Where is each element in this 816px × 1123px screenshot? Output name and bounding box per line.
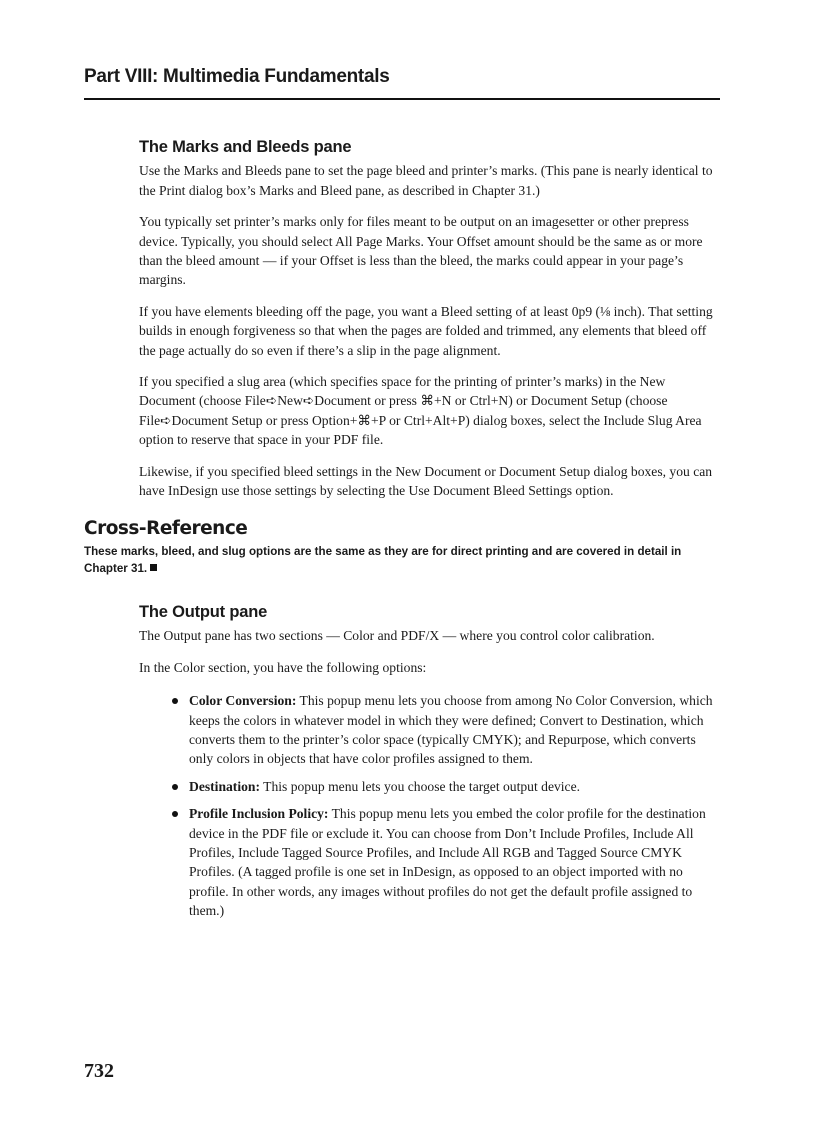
color-options-list xyxy=(139,691,721,920)
page-number: 732 xyxy=(84,1060,114,1082)
marks-paragraph-2: You typically set printer’s marks only for files meant to be output on an imagesetter or other prepress device. Typically, you should select All Page Marks. Your Offset amount should be the same as or more than the bleed amount — if your Offset is less than the bleed, the marks could appear in your page’s margins. xyxy=(139,214,703,288)
bullet-icon xyxy=(172,698,178,704)
list-item-term: Profile Inclusion Policy: xyxy=(189,806,329,822)
end-square-icon xyxy=(150,564,157,571)
bullet-icon xyxy=(172,811,178,817)
output-pane-heading: The Output pane xyxy=(139,602,268,621)
output-paragraph-2: In the Color section, you have the following options: xyxy=(139,659,427,675)
list-item-text: This popup menu lets you choose from among No Color Conversion, which keeps the colors in whatever model in which they were defined; Convert to Destination, which converts them to the printer’s color space (typically CMYK); and Repurpose, which converts only colors in objects that have color profiles assigned to them. xyxy=(189,693,713,767)
list-item-text: This popup menu lets you choose the target output device. xyxy=(260,778,581,794)
cross-reference-body: These marks, bleed, and slug options are the same as they are for direct printing and are covered in detail in Chapter 31. xyxy=(84,544,682,575)
cross-reference-box xyxy=(84,519,724,577)
page-body xyxy=(84,138,721,929)
list-item-text: This popup menu lets you embed the color profile for the destination device in the PDF file or exclude it. You can choose from Don’t Include Profiles, Include All Profiles, Include Tagged Source Profiles, and Include All RGB and Tagged Source CMYK Profiles. (A tagged profile is one set in InDesign, as opposed to an object imported with no profile. In other words, any images without profiles do not get the default profile assigned to them.) xyxy=(189,806,706,919)
marks-paragraph-4: If you specified a slug area (which specifies space for the printing of printer’s marks) in the New Document (choose File➪New➪Document or press ⌘+N or Ctrl+N) or Document Setup (choose File➪Document Setup or press Option+⌘+P or Ctrl+Alt+P) dialog boxes, select the Include Slug Area option to reserve that space in your PDF file. xyxy=(139,374,702,448)
marks-paragraph-5: Likewise, if you specified bleed settings in the New Document or Document Setup dialog boxes, you can have InDesign use those settings by selecting the Use Document Bleed Settings option. xyxy=(139,463,713,499)
list-item-term: Destination: xyxy=(189,778,260,794)
marks-paragraph-3: If you have elements bleeding off the page, you want a Bleed setting of at least 0p9 (⅛ inch). That setting builds in enough forgiveness so that when the pages are folded and trimmed, any elements that bleed off the page actually do so even if there’s a slip in the page alignment. xyxy=(139,303,713,358)
list-item-term: Color Conversion: xyxy=(189,693,297,709)
bullet-icon xyxy=(172,784,178,790)
list-item xyxy=(189,777,721,796)
cross-reference-title: Cross-Reference xyxy=(84,517,248,539)
cross-reference-text xyxy=(84,543,724,577)
marks-bleeds-heading: The Marks and Bleeds pane xyxy=(139,138,352,156)
marks-paragraph-1: Use the Marks and Bleeds pane to set the page bleed and printer’s marks. (This pane is nearly identical to the Print dialog box’s Marks and Bleed pane, as described in Chapter 31.) xyxy=(139,163,713,198)
list-item xyxy=(189,804,721,920)
header-rule xyxy=(84,98,720,100)
running-head: Part VIII: Multimedia Fundamentals xyxy=(84,66,390,87)
output-paragraph-1: The Output pane has two sections — Color and PDF/X — where you control color calibration. xyxy=(139,628,655,644)
list-item xyxy=(189,691,721,769)
